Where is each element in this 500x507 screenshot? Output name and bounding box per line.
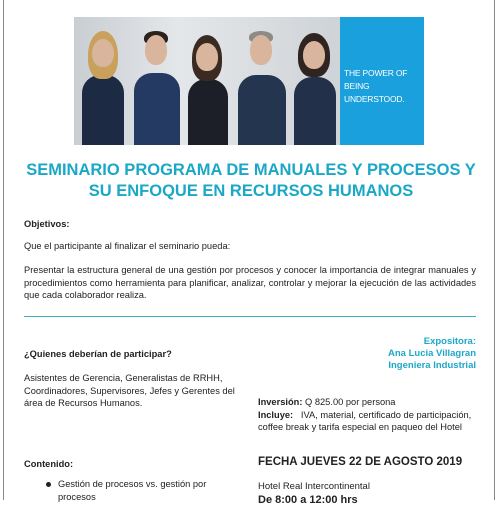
banner-tagline [344, 67, 424, 106]
expositora-name: Ana Lucia Villagran [388, 348, 476, 359]
title-line-1: SEMINARIO PROGRAMA DE MANUALES Y PROCESOS Y [26, 161, 476, 179]
expositora-role: Ingeniera Industrial [388, 360, 476, 371]
objetivos-heading: Objetivos: [24, 219, 70, 229]
expositora-label: Expositora: [423, 336, 476, 347]
tagline-line-2: BEING UNDERSTOOD. [344, 81, 405, 104]
person-photo-1 [78, 17, 128, 145]
inversion-value: Q 825.00 por persona [305, 397, 396, 407]
event-date: FECHA JUEVES 22 DE AGOSTO 2019 [258, 456, 463, 468]
seminar-title [20, 160, 482, 202]
person-photo-5 [288, 17, 340, 145]
event-venue: Hotel Real Intercontinental [258, 481, 370, 492]
objetivos-body: Presentar la estructura general de una gestión por procesos y conocer la importancia de integrar manuales y procedimientos como herramienta para planificar, analizar, controlar y mejorar la ejecución de las actividades que cada colaborador realiza. [24, 265, 476, 300]
incluye-value: IVA, material, certificado de participación, coffee break y tarifa especial en paqueo del Hotel [258, 409, 472, 432]
person-photo-3 [182, 17, 232, 145]
incluye-label: Incluye: [258, 409, 294, 420]
tagline-line-1: THE POWER OF [344, 68, 408, 78]
person-photo-2 [130, 17, 182, 145]
section-divider [24, 316, 476, 317]
participantes-heading: ¿Quienes deberían de participar? [24, 349, 172, 359]
expositora-block [330, 336, 476, 372]
contenido-item-1: Gestión de procesos vs. gestión por procesos [58, 479, 207, 502]
inversion-block [258, 396, 476, 434]
participantes-body: Asistentes de Gerencia, Generalistas de RRHH, Coordinadores, Supervisores, Jefes y Gerentes del área de Recursos Humanos. [24, 373, 235, 408]
objetivos-intro: Que el participante al finalizar el seminario pueda: [24, 241, 231, 251]
title-line-2: SU ENFOQUE EN RECURSOS HUMANOS [88, 182, 414, 200]
inversion-label: Inversión: [258, 397, 303, 407]
contenido-heading: Contenido: [24, 459, 74, 469]
event-time: De 8:00 a 12:00 hrs [258, 494, 358, 506]
header-banner-image [74, 17, 424, 145]
person-photo-4 [234, 17, 288, 145]
contenido-bullet [46, 482, 51, 487]
